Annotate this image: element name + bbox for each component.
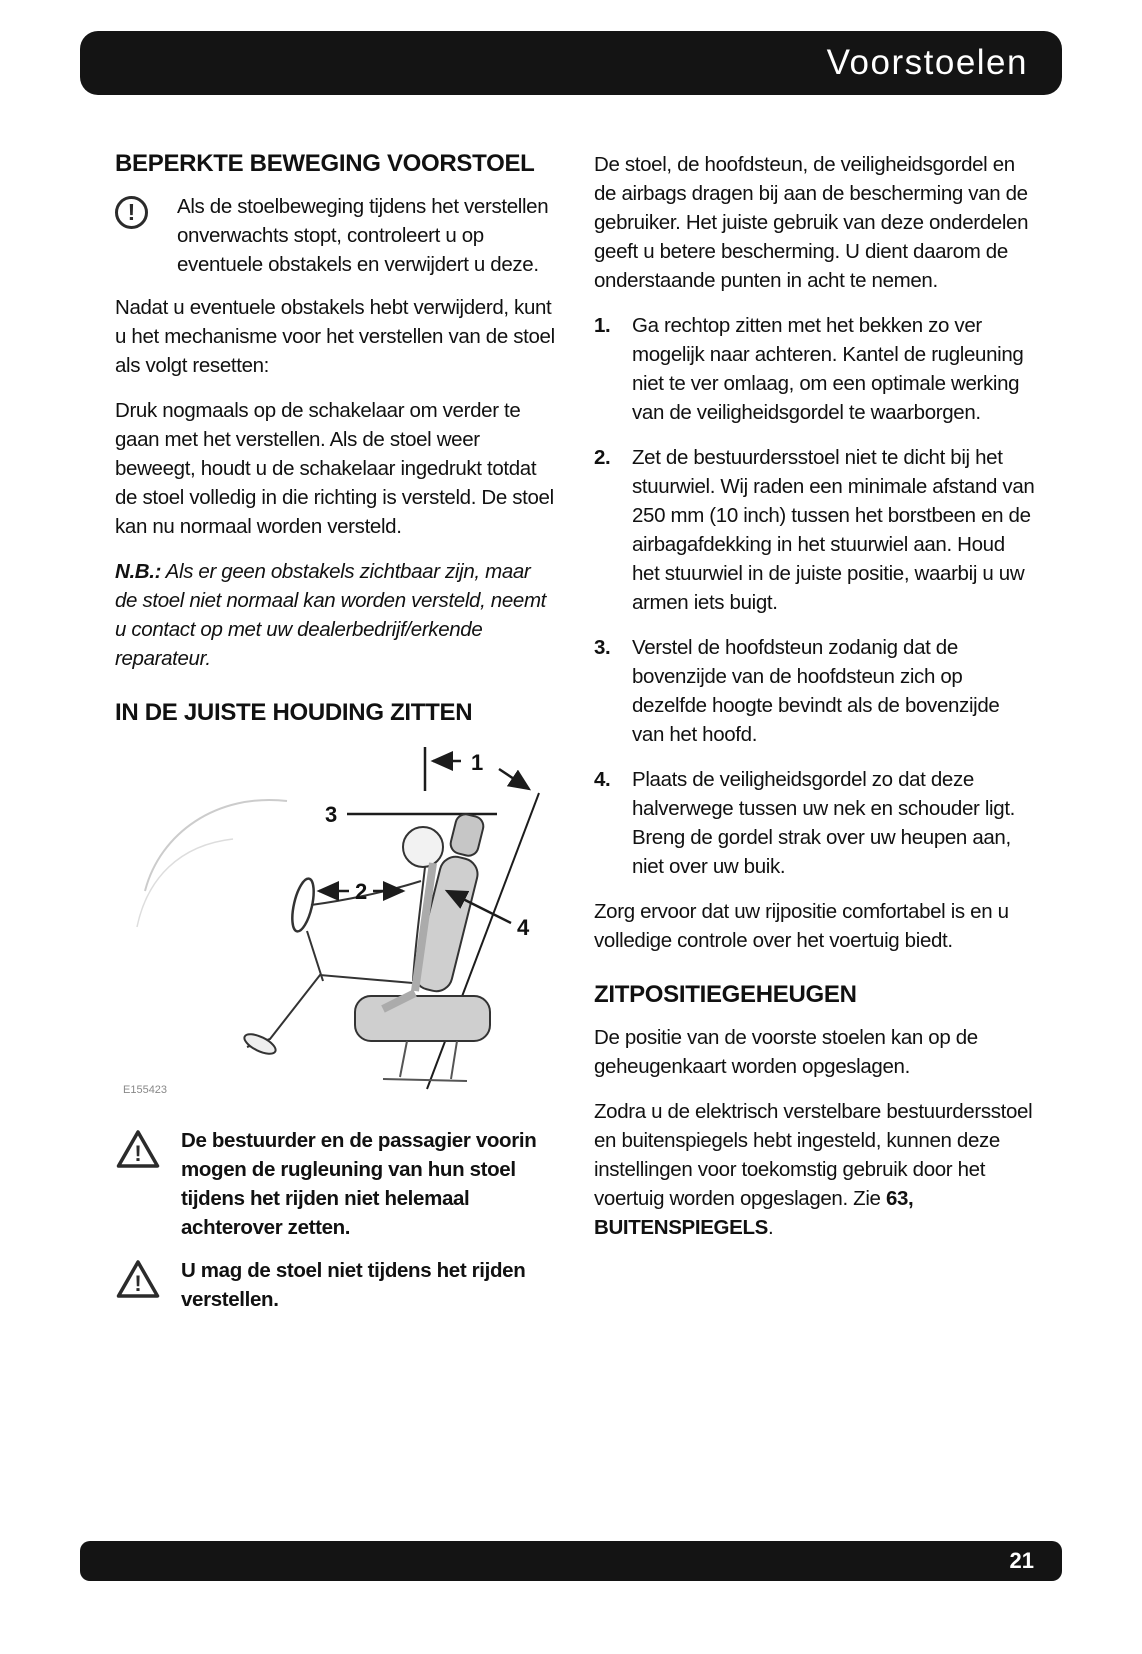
svg-text:!: ! xyxy=(134,1271,142,1296)
intro-paragraph: De stoel, de hoofdsteun, de veiligheidsgordel en de airbags dragen bij aan de bescherming van de gebruiker. Het juiste gebruik van deze onderdelen geeft u betere bescherming. U dient daarom de onderstaande punten in acht te nemen. xyxy=(594,153,1029,292)
warning-block-1 xyxy=(115,1126,556,1242)
list-item xyxy=(594,765,1035,881)
arrow-1-diagonal xyxy=(499,769,529,789)
seating-diagram xyxy=(115,741,560,1099)
warning-triangle-icon xyxy=(115,1128,161,1170)
figure-label-1: 1 xyxy=(471,750,484,775)
list-item-number: 1. xyxy=(594,314,611,337)
note-paragraph xyxy=(115,557,556,673)
list-item-text: Plaats de veiligheidsgordel zo dat deze halverwege tussen uw nek en schouder ligt. Breng de gordel strak over uw heupen aan, niet over uw buik. xyxy=(632,768,1016,878)
heading-zitpositiegeheugen: ZITPOSITIEGEHEUGEN xyxy=(594,981,857,1008)
warning-block-2 xyxy=(115,1256,556,1314)
heading-beperkte-beweging: BEPERKTE BEWEGING VOORSTOEL xyxy=(115,150,535,177)
list-item-number: 4. xyxy=(594,768,611,791)
seat-pedestal xyxy=(383,1041,467,1081)
figure-label-3: 3 xyxy=(325,802,338,827)
list-item-number: 3. xyxy=(594,636,611,659)
interior-outline-2 xyxy=(137,839,233,927)
paragraph: Nadat u eventuele obstakels hebt verwijderd, kunt u het mechanisme voor het verstellen van de stoel als volgt resetten: xyxy=(115,296,555,377)
page-footer xyxy=(80,1541,1062,1581)
seating-instructions-list xyxy=(594,311,1035,881)
page-number: 21 xyxy=(1009,1548,1034,1573)
outro-paragraph: Zorg ervoor dat uw rijpositie comfortabel is en u volledige controle over het voertuig biedt. xyxy=(594,900,1009,952)
reference-post-text: . xyxy=(767,1216,774,1239)
caution-block xyxy=(115,192,556,279)
caution-circle-icon: ! xyxy=(115,196,148,229)
caution-text: Als de stoelbeweging tijdens het verstellen onverwachts stopt, controleert u op eventuele obstakels en verwijdert u deze. xyxy=(177,195,549,276)
heading-juiste-houding: IN DE JUISTE HOUDING ZITTEN xyxy=(115,699,473,726)
seating-position-figure xyxy=(115,741,560,1104)
right-column xyxy=(594,150,1035,1328)
occupant-head xyxy=(403,827,443,867)
list-item xyxy=(594,443,1035,617)
page-content xyxy=(115,150,1035,1328)
warning-triangle-icon xyxy=(115,1258,161,1300)
page-header xyxy=(80,31,1062,95)
paragraph-with-reference xyxy=(594,1097,1035,1242)
list-item xyxy=(594,633,1035,749)
list-item-text: Ga rechtop zitten met het bekken zo ver mogelijk naar achteren. Kantel de rugleuning niet te ver omlaag, om een optimale werking van de veiligheidsgordel te waarborgen. xyxy=(632,314,1024,424)
left-column xyxy=(115,150,556,1328)
warning-text-2: U mag de stoel niet tijdens het rijden verstellen. xyxy=(181,1259,526,1311)
paragraph: De positie van de voorste stoelen kan op de geheugenkaart worden opgeslagen. xyxy=(594,1026,978,1078)
reference-pre-text: Zodra u de elektrisch verstelbare bestuurdersstoel en buitenspiegels hebt ingesteld, kunnen deze instellingen voor toekomstig gebruik door het voertuig worden opgeslagen. Zie xyxy=(594,1100,1033,1210)
figure-label-4: 4 xyxy=(517,915,530,940)
headrest xyxy=(449,812,486,858)
note-text: Als er geen obstakels zichtbaar zijn, maar de stoel niet normaal kan worden versteld, neemt u contact op met uw dealerbedrijf/erkende reparateur. xyxy=(115,560,547,670)
list-item xyxy=(594,311,1035,427)
list-item-text: Zet de bestuurdersstoel niet te dicht bij het stuurwiel. Wij raden een minimale afstand van 250 mm (10 inch) tussen het borstbeen en de airbagafdekking in het stuurwiel aan. Houd het stuurwiel in de juiste positie, waarbij u uw armen iets buigt. xyxy=(632,446,1035,614)
figure-code: E155423 xyxy=(123,1084,168,1096)
cross-reference: 63, BUITENSPIEGELS xyxy=(594,1187,914,1239)
seat-base xyxy=(355,996,490,1041)
interior-outline xyxy=(145,800,287,891)
figure-label-2: 2 xyxy=(355,879,368,904)
paragraph: Druk nogmaals op de schakelaar om verder te gaan met het verstellen. Als de stoel weer beweegt, houdt u de schakelaar ingedrukt totdat de stoel volledig in die richting is versteld. De stoel kan nu normaal worden versteld. xyxy=(115,399,554,538)
note-label: N.B.: xyxy=(115,560,162,583)
steering-wheel xyxy=(288,877,318,934)
list-item-number: 2. xyxy=(594,446,611,469)
list-item-text: Verstel de hoofdsteun zodanig dat de bovenzijde van de hoofdsteun zich op dezelfde hoogte bevindt als de bovenzijde van het hoofd. xyxy=(632,636,1000,746)
svg-text:!: ! xyxy=(134,1141,142,1166)
page-title: Voorstoelen xyxy=(826,43,1028,82)
warning-text-1: De bestuurder en de passagier voorin mogen de rugleuning van hun stoel tijdens het rijden niet helemaal achterover zetten. xyxy=(181,1129,537,1239)
steering-column xyxy=(307,931,323,981)
